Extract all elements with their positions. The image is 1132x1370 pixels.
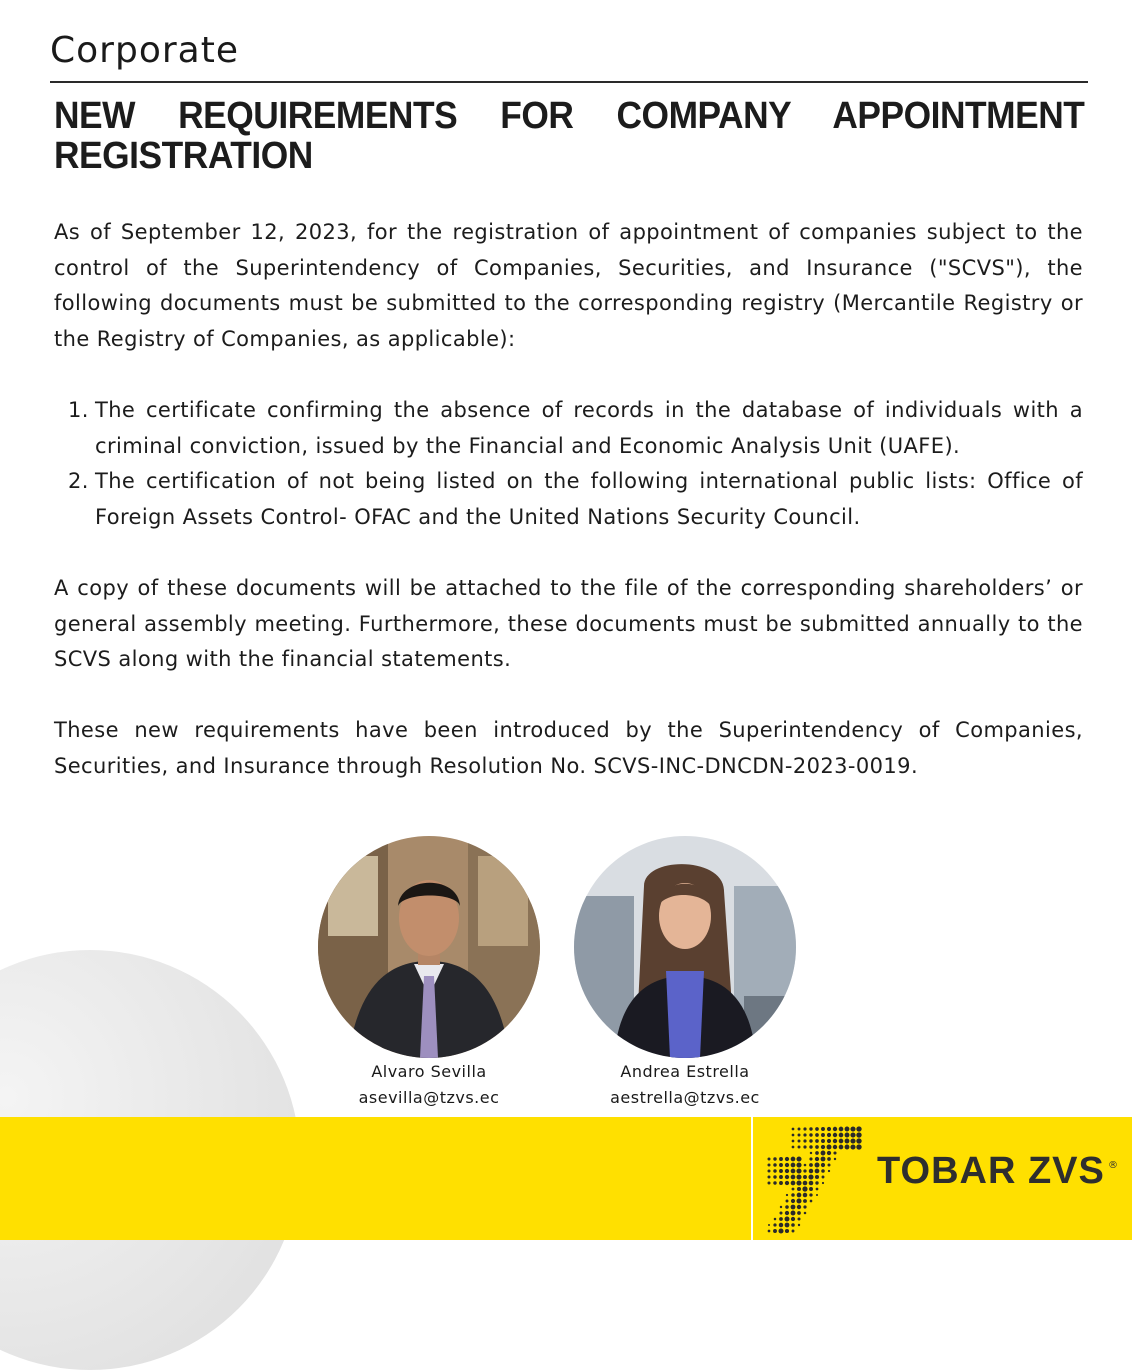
contact-email[interactable]: aestrella@tzvs.ec: [610, 1088, 760, 1107]
resolution-paragraph: These new requirements have been introduced by the Superintendency of Companies, Securities, and Insurance through Resolution No. SCVS-INC-DNCDN-2023-0019.: [54, 718, 1083, 778]
contact-name: Andrea Estrella: [620, 1062, 750, 1081]
avatar-portrait-icon: [574, 836, 796, 1058]
intro-paragraph: As of September 12, 2023, for the registration of appointment of companies subject to the control of the Superintendency of Companies, Securities, and Insurance ("SCVS"), the following documents must be submitted to the corresponding registry (Mercantile Registry or the Registry of Companies, as applicable):: [54, 220, 1083, 351]
article-title: NEW REQUIREMENTS FOR COMPANY APPOINTMENT REGISTRATION: [54, 95, 1085, 177]
tobar-zvs-logo-icon: [760, 1126, 868, 1234]
list-number: 2.: [68, 469, 89, 494]
header-divider: [50, 81, 1088, 83]
contact-name: Alvaro Sevilla: [371, 1062, 487, 1081]
avatar: [318, 836, 540, 1058]
avatar: [574, 836, 796, 1058]
avatar-portrait-icon: [318, 836, 540, 1058]
list-text: The certificate confirming the absence of records in the database of individuals with a criminal conviction, issued by the Financial and Economic Analysis Unit (UAFE).: [95, 397, 1083, 458]
list-number: 1.: [68, 397, 89, 422]
contact-card: [318, 836, 540, 1107]
section-label: Corporate: [50, 30, 239, 71]
footer-divider: [751, 1117, 753, 1240]
brand-wordmark: TOBAR ZVS: [877, 1150, 1105, 1192]
list-item: [54, 393, 1083, 464]
contact-email[interactable]: asevilla@tzvs.ec: [358, 1088, 500, 1107]
registered-mark: ®: [1108, 1160, 1118, 1171]
attachment-paragraph: A copy of these documents will be attached to the file of the corresponding shareholders’ or general assembly meeting. Furthermore, these documents must be submitted annually to the SCVS along with the financial statements.: [54, 575, 1083, 672]
list-text: The certification of not being listed on the following international public lists: Office of Foreign Assets Control- OFAC and the United Nations Security Council.: [95, 469, 1083, 529]
list-item: [54, 464, 1083, 535]
article-body: [54, 215, 1083, 820]
contact-card: [574, 836, 796, 1107]
requirements-list: [54, 393, 1083, 535]
